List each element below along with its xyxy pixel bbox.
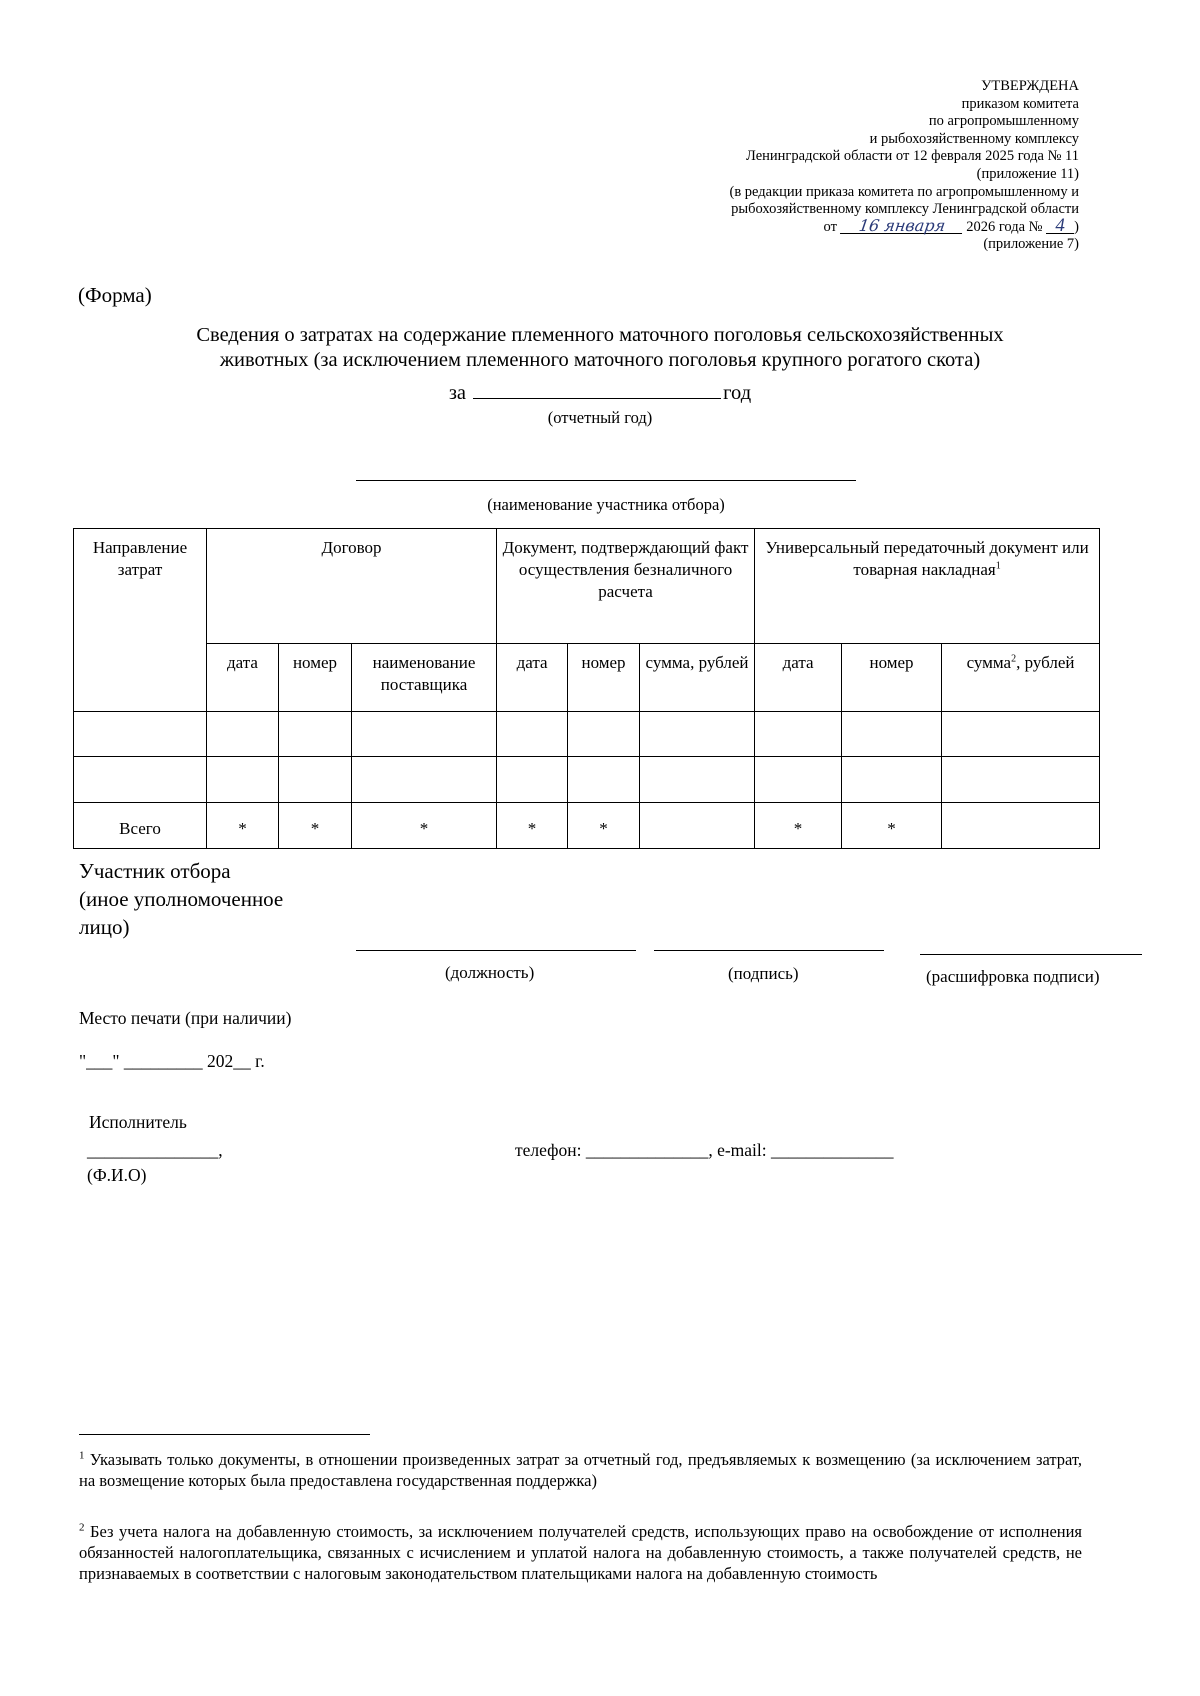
approval-close-paren: ) bbox=[1074, 218, 1079, 235]
participant-name-field[interactable] bbox=[356, 480, 856, 481]
table-row bbox=[74, 757, 1100, 803]
expense-table bbox=[73, 528, 1100, 849]
decoding-caption: (расшифровка подписи) bbox=[926, 967, 1100, 986]
stamp-place: Место печати (при наличии) bbox=[79, 1008, 292, 1028]
header-contract: Договор bbox=[207, 529, 497, 644]
approval-stamp-block bbox=[519, 78, 1079, 254]
header-upd bbox=[755, 529, 1100, 644]
table-cell[interactable] bbox=[207, 712, 279, 757]
approval-line: УТВЕРЖДЕНА bbox=[981, 78, 1079, 94]
table-cell[interactable] bbox=[279, 712, 352, 757]
table-cell[interactable] bbox=[942, 757, 1100, 803]
total-cell: * bbox=[842, 803, 942, 849]
footnote-mark: 1 bbox=[79, 1449, 85, 1462]
table-header-row bbox=[74, 529, 1100, 644]
table-cell[interactable] bbox=[640, 712, 755, 757]
table-cell[interactable] bbox=[74, 757, 207, 803]
upd-sum-label: сумма bbox=[966, 653, 1012, 672]
executor-contacts[interactable]: телефон: ______________, e-mail: ______________ bbox=[515, 1140, 894, 1160]
total-payment-sum[interactable] bbox=[640, 803, 755, 849]
table-cell[interactable] bbox=[568, 712, 640, 757]
period-suffix: год bbox=[723, 382, 752, 404]
approval-appendix: (приложение 7) bbox=[983, 236, 1079, 253]
footnote-text: Указывать только документы, в отношении произведенных затрат за отчетный год, предъявляемых к возмещению (за исключением затрат, на возмещение которых была предоставлена государственная поддержка) bbox=[79, 1450, 1083, 1490]
total-row bbox=[74, 803, 1100, 849]
subheader-payment-date: дата bbox=[497, 644, 568, 712]
participant-label bbox=[79, 857, 283, 941]
subheader-contract-date: дата bbox=[207, 644, 279, 712]
approval-line: по агропромышленному bbox=[928, 113, 1079, 130]
total-cell: * bbox=[207, 803, 279, 849]
approval-date-suffix: 2026 года № bbox=[966, 218, 1043, 235]
footnote-ref-1: 1 bbox=[995, 560, 1001, 572]
table-row bbox=[74, 712, 1100, 757]
footnote-separator bbox=[79, 1434, 370, 1435]
signature-field[interactable] bbox=[654, 950, 884, 951]
signature-caption: (подпись) bbox=[728, 964, 799, 983]
handwritten-date: 16 января bbox=[840, 219, 964, 234]
table-cell[interactable] bbox=[842, 757, 942, 803]
table-cell[interactable] bbox=[352, 712, 497, 757]
period-caption: (отчетный год) bbox=[547, 408, 653, 427]
document-title bbox=[90, 323, 1110, 373]
approval-date-line bbox=[519, 214, 1079, 237]
table-cell[interactable] bbox=[497, 757, 568, 803]
approval-line: рыбохозяйственному комплексу Ленинградской области bbox=[731, 201, 1079, 218]
total-label: Всего bbox=[74, 803, 207, 849]
title-line-1: Сведения о затратах на содержание племенного маточного поголовья сельскохозяйственных bbox=[196, 324, 1004, 346]
table-cell[interactable] bbox=[74, 712, 207, 757]
position-field[interactable] bbox=[356, 950, 636, 951]
table-cell[interactable] bbox=[755, 712, 842, 757]
upd-sum-unit: , рублей bbox=[1016, 653, 1075, 672]
approval-line: Ленинградской области от 12 февраля 2025 года № 11 bbox=[745, 148, 1079, 165]
table-cell[interactable] bbox=[640, 757, 755, 803]
participant-line-3: лицо) bbox=[79, 915, 130, 939]
total-cell: * bbox=[568, 803, 640, 849]
total-cell: * bbox=[279, 803, 352, 849]
position-caption: (должность) bbox=[445, 963, 535, 982]
executor-name-caption: (Ф.И.О) bbox=[87, 1165, 147, 1185]
subheader-supplier-name: наименование поставщика bbox=[352, 644, 497, 712]
footnote-mark: 2 bbox=[79, 1521, 85, 1534]
executor-label: Исполнитель bbox=[89, 1112, 187, 1132]
approval-line: и рыбохозяйственному комплексу bbox=[869, 130, 1079, 147]
approval-line: приказом комитета bbox=[961, 95, 1079, 112]
total-cell: * bbox=[755, 803, 842, 849]
approval-line: (приложение 11) bbox=[976, 165, 1079, 182]
table-cell[interactable] bbox=[842, 712, 942, 757]
total-cell: * bbox=[497, 803, 568, 849]
table-subheader-row bbox=[74, 644, 1100, 712]
handwritten-number: 4 bbox=[1046, 219, 1074, 234]
table-cell[interactable] bbox=[942, 712, 1100, 757]
participant-name-caption: (наименование участника отбора) bbox=[487, 495, 725, 514]
signature-date-line[interactable]: "___" _________ 202__ г. bbox=[79, 1051, 265, 1071]
header-upd-text: Универсальный передаточный документ или товарная накладная bbox=[765, 538, 1089, 579]
table-cell[interactable] bbox=[207, 757, 279, 803]
table-cell[interactable] bbox=[568, 757, 640, 803]
decoding-field[interactable] bbox=[920, 954, 1142, 955]
participant-line-2: (иное уполномоченное bbox=[79, 887, 284, 911]
footnote-1 bbox=[79, 1449, 1082, 1491]
footnote-2 bbox=[79, 1521, 1082, 1584]
participant-line-1: Участник отбора bbox=[79, 859, 231, 883]
period-prefix: за bbox=[448, 382, 467, 404]
form-label: (Форма) bbox=[78, 283, 152, 307]
header-direction: Направление затрат bbox=[74, 529, 207, 712]
subheader-payment-sum: сумма, рублей bbox=[640, 644, 755, 712]
table-cell[interactable] bbox=[352, 757, 497, 803]
table-cell[interactable] bbox=[279, 757, 352, 803]
subheader-upd-number: номер bbox=[842, 644, 942, 712]
subheader-upd-date: дата bbox=[755, 644, 842, 712]
reporting-period bbox=[0, 378, 1200, 405]
subheader-contract-number: номер bbox=[279, 644, 352, 712]
subheader-upd-sum bbox=[942, 644, 1100, 712]
total-upd-sum[interactable] bbox=[942, 803, 1100, 849]
approval-line: (в редакции приказа комитета по агропромышленному и bbox=[729, 183, 1079, 200]
total-cell: * bbox=[352, 803, 497, 849]
footnote-ref-2: 2 bbox=[1011, 653, 1017, 665]
table-cell[interactable] bbox=[755, 757, 842, 803]
reporting-year-field[interactable] bbox=[473, 378, 721, 399]
subheader-payment-number: номер bbox=[568, 644, 640, 712]
table-cell[interactable] bbox=[497, 712, 568, 757]
footnote-text: Без учета налога на добавленную стоимость, за исключением получателей средств, использующих право на освобождение от исполнения обязанностей налогоплательщика, связанных с исчислением и уплатой налога на добавленную стоимость, а также получателей средств, не признаваемых в соответствии с налоговым законодательством плательщиками налога на добавленную стоимость bbox=[79, 1522, 1083, 1583]
header-payment-document: Документ, подтверждающий факт осуществления безналичного расчета bbox=[497, 529, 755, 644]
approval-date-prefix: от bbox=[823, 218, 837, 235]
executor-name-field[interactable]: _______________, bbox=[87, 1140, 223, 1160]
title-line-2: животных (за исключением племенного маточного поголовья крупного рогатого скота) bbox=[219, 349, 981, 371]
